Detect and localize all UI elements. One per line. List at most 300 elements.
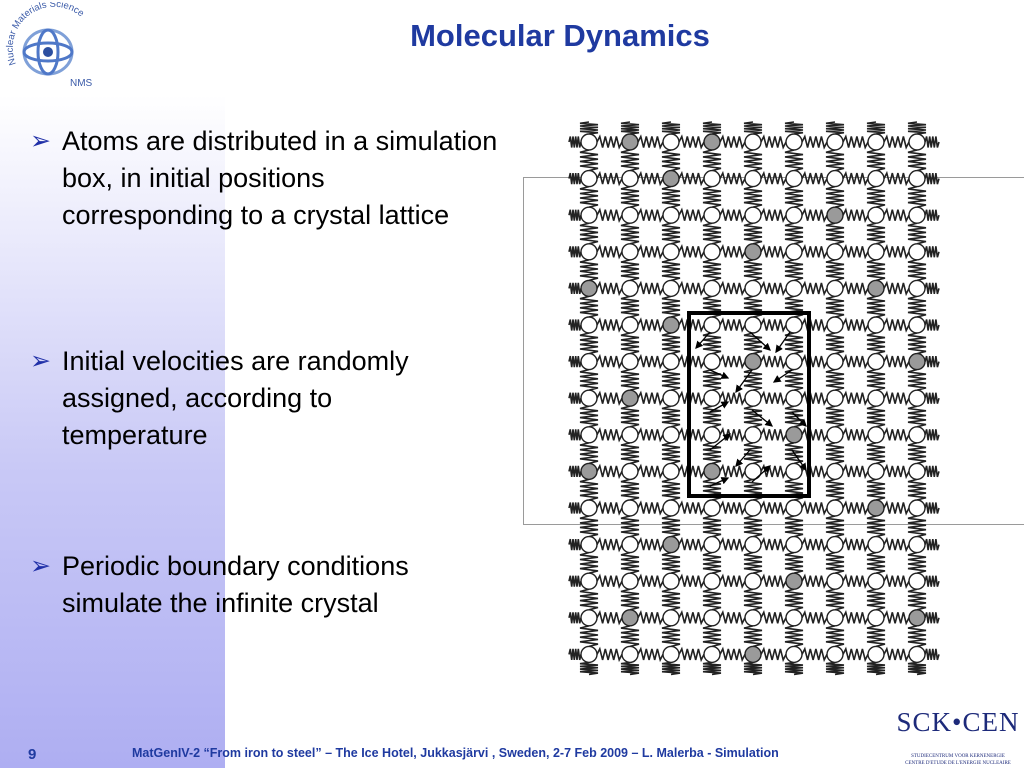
- spring: [826, 370, 844, 391]
- atom: [786, 390, 802, 406]
- atom: [581, 463, 597, 479]
- atom: [909, 573, 925, 589]
- atom: [909, 646, 925, 662]
- spring: [802, 320, 827, 331]
- atom: [868, 537, 884, 553]
- spring: [785, 260, 803, 281]
- atom: [786, 573, 802, 589]
- spring: [621, 662, 639, 674]
- spring: [638, 429, 663, 440]
- atom: [581, 207, 597, 223]
- atom: [868, 171, 884, 187]
- atom: [827, 134, 843, 150]
- atom: [909, 500, 925, 516]
- spring: [802, 612, 827, 623]
- atom: [704, 390, 720, 406]
- spring: [580, 443, 598, 464]
- spring: [679, 356, 704, 367]
- atom: [581, 134, 597, 150]
- spring: [621, 589, 639, 610]
- atom: [909, 317, 925, 333]
- spring: [826, 626, 844, 647]
- atom: [704, 427, 720, 443]
- atom: [581, 354, 597, 370]
- velocity-arrow: [710, 370, 728, 378]
- sck-cen-name: SCK•CEN: [896, 707, 1020, 737]
- atom: [622, 207, 638, 223]
- spring: [679, 503, 704, 514]
- spring: [662, 187, 680, 208]
- spring: [679, 649, 704, 660]
- atom: [704, 244, 720, 260]
- spring: [569, 539, 581, 550]
- spring: [662, 296, 680, 317]
- spring: [908, 516, 926, 537]
- spring: [662, 553, 680, 574]
- spring: [884, 649, 909, 660]
- spring: [925, 320, 939, 331]
- atom: [622, 500, 638, 516]
- spring: [662, 223, 680, 244]
- spring: [826, 187, 844, 208]
- spring: [884, 320, 909, 331]
- spring: [580, 223, 598, 244]
- spring: [867, 626, 885, 647]
- bullet-arrow-icon: ➢: [30, 347, 51, 375]
- spring: [843, 576, 868, 587]
- spring: [761, 173, 786, 184]
- spring: [884, 210, 909, 221]
- svg-text:Nuclear Materials Science: [5, 2, 86, 67]
- spring: [884, 429, 909, 440]
- spring: [826, 443, 844, 464]
- bullet-3: [30, 548, 450, 622]
- atom: [581, 537, 597, 553]
- atom: [868, 134, 884, 150]
- spring: [569, 246, 581, 257]
- slide-number: 9: [28, 746, 37, 763]
- spring: [621, 479, 639, 500]
- spring: [802, 576, 827, 587]
- spring: [720, 539, 745, 550]
- atom: [745, 610, 761, 626]
- spring: [884, 539, 909, 550]
- spring: [925, 429, 939, 440]
- spring: [720, 576, 745, 587]
- spring: [908, 370, 926, 391]
- spring: [843, 466, 868, 477]
- atom: [704, 573, 720, 589]
- spring: [843, 649, 868, 660]
- spring: [580, 333, 598, 354]
- spring: [569, 612, 581, 623]
- atom: [581, 280, 597, 296]
- atom: [622, 537, 638, 553]
- spring: [826, 260, 844, 281]
- atom: [868, 646, 884, 662]
- atom: [622, 280, 638, 296]
- spring: [638, 320, 663, 331]
- spring: [826, 150, 844, 171]
- footer-text: MatGenIV-2 “From iron to steel” – The Ice Hotel, Jukkasjärvi , Sweden, 2-7 Feb 2009 – L. Malerba - Simulation: [132, 746, 779, 760]
- atom: [663, 390, 679, 406]
- atom: [909, 244, 925, 260]
- atom: [622, 610, 638, 626]
- spring: [867, 333, 885, 354]
- spring: [569, 356, 581, 367]
- spring: [761, 356, 786, 367]
- atom: [827, 390, 843, 406]
- spring: [744, 553, 762, 574]
- atom: [663, 500, 679, 516]
- atom: [868, 427, 884, 443]
- spring: [802, 466, 827, 477]
- spring: [925, 173, 939, 184]
- spring: [843, 612, 868, 623]
- spring: [867, 662, 885, 674]
- spring: [867, 406, 885, 427]
- spring: [580, 150, 598, 171]
- spring: [802, 283, 827, 294]
- spring: [638, 649, 663, 660]
- atom: [581, 500, 597, 516]
- spring: [925, 393, 939, 404]
- atom: [581, 390, 597, 406]
- atom: [663, 463, 679, 479]
- atom: [622, 646, 638, 662]
- spring: [621, 443, 639, 464]
- spring: [884, 393, 909, 404]
- spring: [867, 589, 885, 610]
- spring: [679, 612, 704, 623]
- spring: [884, 576, 909, 587]
- atom: [827, 244, 843, 260]
- spring: [867, 223, 885, 244]
- spring: [720, 649, 745, 660]
- spring: [826, 406, 844, 427]
- atom: [704, 134, 720, 150]
- spring: [580, 479, 598, 500]
- atom: [786, 134, 802, 150]
- bullet-2: [30, 343, 470, 454]
- spring: [621, 296, 639, 317]
- spring: [908, 443, 926, 464]
- spring: [569, 210, 581, 221]
- spring: [867, 443, 885, 464]
- spring: [843, 356, 868, 367]
- spring: [621, 260, 639, 281]
- atom: [581, 646, 597, 662]
- atom: [704, 463, 720, 479]
- spring: [638, 539, 663, 550]
- atom: [909, 280, 925, 296]
- spring: [621, 333, 639, 354]
- spring: [703, 589, 721, 610]
- atom: [827, 427, 843, 443]
- spring: [744, 122, 762, 134]
- spring: [744, 516, 762, 537]
- spring: [720, 320, 745, 331]
- spring: [621, 122, 639, 134]
- spring: [843, 320, 868, 331]
- atom: [581, 610, 597, 626]
- spring: [884, 137, 909, 148]
- spring: [580, 589, 598, 610]
- atom: [786, 354, 802, 370]
- spring: [597, 320, 622, 331]
- atom: [786, 427, 802, 443]
- spring: [802, 246, 827, 257]
- atom: [909, 390, 925, 406]
- spring: [908, 626, 926, 647]
- nms-arc-text: Nuclear Materials Science: [4, 2, 87, 67]
- spring: [662, 662, 680, 674]
- spring: [569, 137, 581, 148]
- atom: [663, 354, 679, 370]
- spring: [597, 612, 622, 623]
- atom: [704, 171, 720, 187]
- atom: [909, 610, 925, 626]
- atom: [663, 427, 679, 443]
- spring: [744, 626, 762, 647]
- spring: [802, 393, 827, 404]
- spring: [761, 283, 786, 294]
- spring: [843, 539, 868, 550]
- spring: [703, 662, 721, 674]
- spring: [761, 429, 786, 440]
- spring: [802, 173, 827, 184]
- atom: [745, 171, 761, 187]
- spring: [785, 626, 803, 647]
- atom: [704, 610, 720, 626]
- atom: [704, 500, 720, 516]
- sck-cen-logo: [896, 707, 1020, 767]
- atom: [622, 134, 638, 150]
- atom: [663, 610, 679, 626]
- nms-abbrev: NMS: [70, 78, 93, 89]
- crystal-lattice-figure: [560, 120, 950, 690]
- spring: [679, 137, 704, 148]
- atom: [868, 280, 884, 296]
- spring: [884, 283, 909, 294]
- spring: [638, 246, 663, 257]
- spring: [597, 210, 622, 221]
- spring: [908, 333, 926, 354]
- spring: [679, 173, 704, 184]
- spring: [569, 466, 581, 477]
- atom: [909, 354, 925, 370]
- spring: [908, 260, 926, 281]
- atom: [909, 134, 925, 150]
- spring: [580, 516, 598, 537]
- spring: [621, 553, 639, 574]
- spring: [720, 356, 745, 367]
- atom: [622, 427, 638, 443]
- spring: [679, 393, 704, 404]
- spring: [703, 553, 721, 574]
- spring: [580, 626, 598, 647]
- spring: [925, 210, 939, 221]
- atom: [827, 500, 843, 516]
- atom: [663, 646, 679, 662]
- atom: [827, 610, 843, 626]
- atom: [868, 573, 884, 589]
- spring: [843, 283, 868, 294]
- atom: [622, 244, 638, 260]
- spring: [843, 393, 868, 404]
- spring: [638, 210, 663, 221]
- atom: [868, 244, 884, 260]
- atom: [622, 354, 638, 370]
- spring: [703, 122, 721, 134]
- spring: [638, 283, 663, 294]
- atom: [786, 646, 802, 662]
- spring: [662, 443, 680, 464]
- spring: [843, 137, 868, 148]
- spring: [638, 393, 663, 404]
- spring: [703, 626, 721, 647]
- spring: [908, 223, 926, 244]
- spring: [569, 283, 581, 294]
- spring: [597, 173, 622, 184]
- atom: [704, 537, 720, 553]
- atom: [786, 207, 802, 223]
- spring: [638, 173, 663, 184]
- bullet-2-text: Initial velocities are randomly assigned, according to temperature: [62, 346, 409, 450]
- spring: [744, 260, 762, 281]
- atom: [663, 280, 679, 296]
- spring: [802, 210, 827, 221]
- spring: [826, 516, 844, 537]
- spring: [597, 283, 622, 294]
- spring: [597, 137, 622, 148]
- spring: [597, 356, 622, 367]
- atom: [786, 537, 802, 553]
- spring: [569, 320, 581, 331]
- spring: [925, 649, 939, 660]
- bullet-3-text: Periodic boundary conditions simulate the infinite crystal: [62, 551, 409, 618]
- spring: [925, 539, 939, 550]
- spring: [597, 393, 622, 404]
- atom: [745, 537, 761, 553]
- atom: [663, 317, 679, 333]
- atom: [745, 500, 761, 516]
- atom: [622, 390, 638, 406]
- spring: [703, 223, 721, 244]
- nms-logo: [4, 2, 104, 90]
- spring: [761, 649, 786, 660]
- spring: [597, 466, 622, 477]
- atom: [663, 537, 679, 553]
- spring: [867, 516, 885, 537]
- spring: [867, 260, 885, 281]
- spring: [925, 283, 939, 294]
- atom: [622, 573, 638, 589]
- spring: [802, 429, 827, 440]
- spring: [638, 137, 663, 148]
- spring: [638, 576, 663, 587]
- spring: [621, 406, 639, 427]
- atom: [745, 280, 761, 296]
- spring: [761, 393, 786, 404]
- spring: [744, 150, 762, 171]
- spring: [744, 662, 762, 674]
- spring: [662, 479, 680, 500]
- spring: [720, 246, 745, 257]
- spring: [662, 333, 680, 354]
- spring: [679, 466, 704, 477]
- bullet-arrow-icon: ➢: [30, 552, 51, 580]
- spring: [802, 503, 827, 514]
- atom: [704, 317, 720, 333]
- atom: [827, 463, 843, 479]
- spring: [662, 260, 680, 281]
- spring: [826, 662, 844, 674]
- atom: [745, 573, 761, 589]
- spring: [569, 393, 581, 404]
- spring: [703, 370, 721, 391]
- spring: [638, 466, 663, 477]
- spring: [621, 187, 639, 208]
- atom: [704, 280, 720, 296]
- spring: [662, 626, 680, 647]
- spring: [843, 246, 868, 257]
- spring: [826, 223, 844, 244]
- spring: [580, 662, 598, 674]
- bullet-arrow-icon: ➢: [30, 127, 51, 155]
- spring: [884, 356, 909, 367]
- spring: [761, 576, 786, 587]
- spring: [720, 283, 745, 294]
- spring: [925, 466, 939, 477]
- spring: [925, 246, 939, 257]
- spring: [884, 503, 909, 514]
- spring: [867, 296, 885, 317]
- spring: [744, 223, 762, 244]
- spring: [679, 246, 704, 257]
- atom: [704, 354, 720, 370]
- spring: [908, 406, 926, 427]
- spring: [908, 589, 926, 610]
- atom: [909, 207, 925, 223]
- spring: [826, 589, 844, 610]
- atom: [745, 244, 761, 260]
- spring: [925, 612, 939, 623]
- spring: [621, 223, 639, 244]
- spring: [925, 576, 939, 587]
- atom: [868, 463, 884, 479]
- spring: [569, 649, 581, 660]
- spring: [597, 539, 622, 550]
- atom: [868, 610, 884, 626]
- atom: [786, 280, 802, 296]
- sck-cen-line2: CENTRE D'ETUDE DE L'ENERGIE NUCLEAIRE: [905, 761, 1011, 766]
- spring: [662, 122, 680, 134]
- spring: [826, 122, 844, 134]
- spring: [802, 356, 827, 367]
- spring: [597, 246, 622, 257]
- spring: [597, 649, 622, 660]
- atom: [745, 646, 761, 662]
- atom: [786, 317, 802, 333]
- spring: [884, 466, 909, 477]
- spring: [662, 370, 680, 391]
- sck-cen-line1: STUDIECENTRUM VOOR KERNENERGIE: [911, 754, 1005, 759]
- spring: [785, 553, 803, 574]
- spring: [843, 173, 868, 184]
- spring: [703, 260, 721, 281]
- atom: [827, 280, 843, 296]
